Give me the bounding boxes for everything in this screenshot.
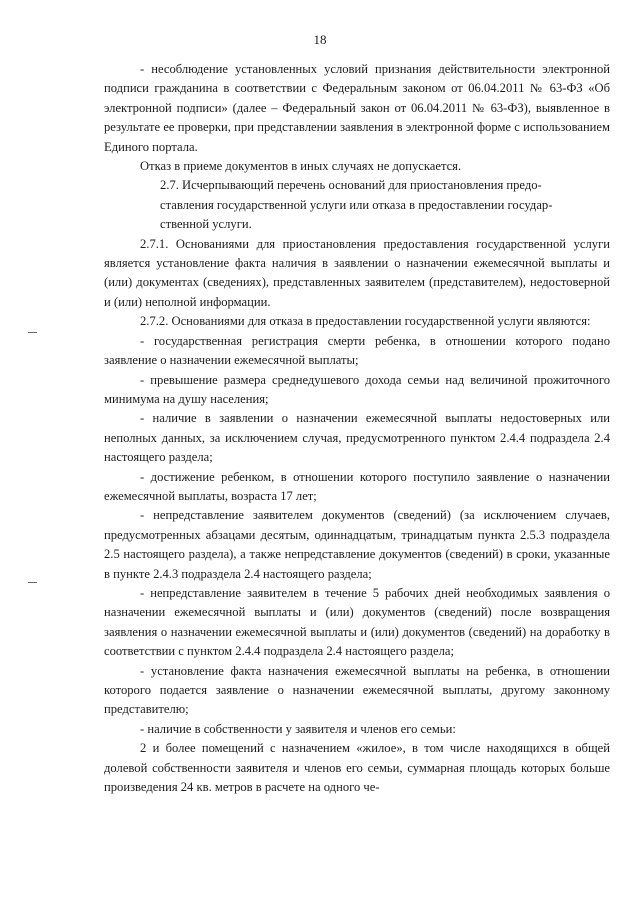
- list-item: - достижение ребенком, в отношении которого поступило заявление о назначении ежемесячной выплаты, возраста 17 лет;: [104, 469, 610, 503]
- paragraph: 2.7.2. Основаниями для отказа в предоставлении государственной услуги являются:: [140, 314, 591, 329]
- paragraph: 2.7.1. Основаниями для приостановления предоставления государственной услуги является установление факта наличия в заявлении о назначении ежемесячной выплаты и (или) документах (сведениях), представленных заявителем (представителем), недостоверной и (или) неполной информации.: [104, 236, 610, 309]
- paragraph: Отказ в приеме документов в иных случаях не допускается.: [140, 159, 462, 174]
- list-item: - наличие в собственности у заявителя и членов его семьи:: [140, 721, 456, 736]
- list-item: - непредставление заявителем в течение 5 рабочих дней необходимых заявления о назначении ежемесячной выплаты и (или) документов (сведений) после возвращения заявления о назначении ежемесячной выплаты и (или) документов (сведений) на доработку в соответствии с пунктом 2.4.4 подраздела 2.4 настоящего раздела;: [104, 585, 610, 659]
- list-item: - государственная регистрация смерти ребенка, в отношении которого подано заявление о назначении ежемесячной выплаты;: [104, 333, 610, 368]
- paragraph: - несоблюдение установленных условий признания действительности электронной подписи гражданина в соответствии с Федеральным законом от 06.04.2011 № 63-ФЗ «Об электронной подписи» (далее – Федеральный закон от 06.04.2011 № 63-ФЗ), выявленное в результате ее проверки, при представлении заявления в электронной форме с использованием Единого портала.: [104, 62, 610, 154]
- list-item: - непредставление заявителем документов (сведений) (за исключением случаев, предусмотренных абзацами десятым, одиннадцатым, тринадцатым пункта 2.5.3 подраздела 2.5 настоящего раздела), а также непредставление документов (сведений) в сроки, указанные в пункте 2.4.3 подраздела 2.4 настоящего раздела;: [104, 508, 610, 581]
- list-item: - наличие в заявлении о назначении ежемесячной выплаты недостоверных или неполных данных, за исключением случая, предусмотренного пунктом 2.4.4 подраздела 2.4 настоящего раздела;: [104, 411, 610, 465]
- margin-mark: [28, 582, 37, 583]
- section-heading-line: ственной услуги.: [160, 217, 252, 232]
- document-body: [104, 60, 610, 797]
- list-item: - установление факта назначения ежемесячной выплаты на ребенка, в отношении которого подается заявление о назначении ежемесячной выплаты, другому законному представителю;: [104, 663, 610, 717]
- section-heading: [104, 176, 610, 234]
- list-item: - превышение размера среднедушевого дохода семьи над величиной прожиточного минимума на душу населения;: [104, 372, 610, 406]
- paragraph: 2 и более помещений с назначением «жилое», в том числе находящихся в общей долевой собственности заявителя и членов его семьи, суммарная площадь которых больше произведения 24 кв. метров в расчете на одного че-: [104, 741, 610, 795]
- section-heading-line: 2.7. Исчерпывающий перечень оснований для приостановления предо-: [160, 178, 542, 193]
- margin-mark: [28, 332, 37, 333]
- section-heading-line: ставления государственной услуги или отказа в предоставлении государ-: [160, 197, 553, 212]
- page-number: 18: [313, 32, 327, 47]
